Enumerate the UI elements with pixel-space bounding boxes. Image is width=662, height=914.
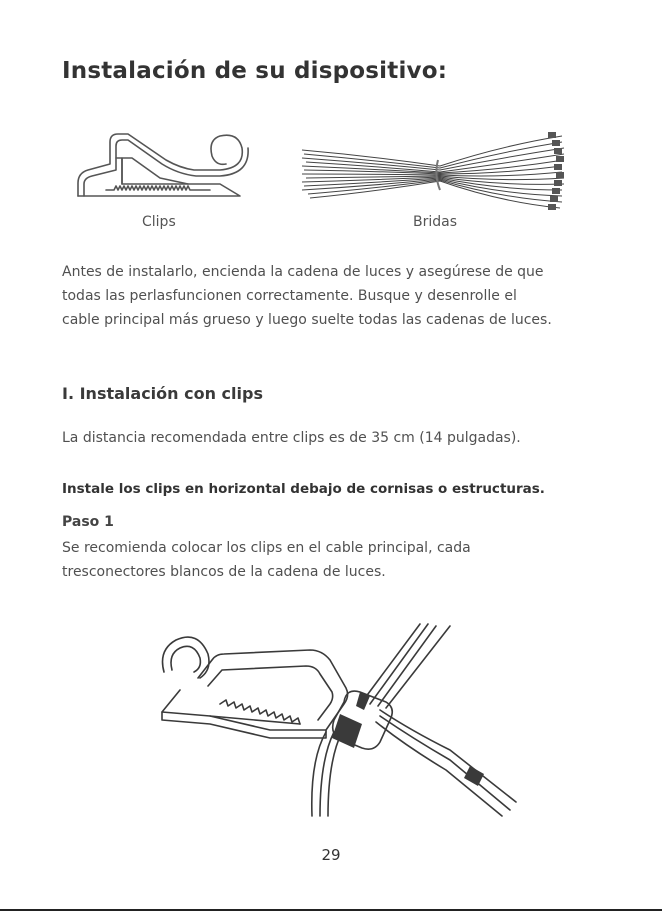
clips-caption: Clips (142, 214, 176, 230)
cable-ties-illustration (300, 130, 568, 216)
step-label: Paso 1 (62, 514, 114, 530)
step-text-line-1: Se recomienda colocar los clips en el cable principal, cada (62, 540, 471, 556)
page-number: 29 (321, 846, 341, 864)
clip-illustration (70, 128, 250, 203)
instruction-text: Instale los clips en horizontal debajo de cornisas o estructuras. (62, 481, 545, 497)
clip-on-cable-illustration (150, 620, 520, 820)
bridas-caption: Bridas (413, 214, 458, 230)
bottom-rule (0, 909, 662, 911)
intro-line-2: todas las perlasfuncionen correctamente. Busque y desenrolle el (62, 288, 517, 304)
intro-line-1: Antes de instalarlo, encienda la cadena de luces y asegúrese de que (62, 264, 544, 280)
page-title: Instalación de su dispositivo: (62, 58, 448, 84)
intro-line-3: cable principal más grueso y luego suelte todas las cadenas de luces. (62, 312, 552, 328)
section-heading: I. Instalación con clips (62, 384, 263, 403)
step-text-line-2: tresconectores blancos de la cadena de luces. (62, 564, 386, 580)
distance-text: La distancia recomendada entre clips es de 35 cm (14 pulgadas). (62, 430, 521, 446)
